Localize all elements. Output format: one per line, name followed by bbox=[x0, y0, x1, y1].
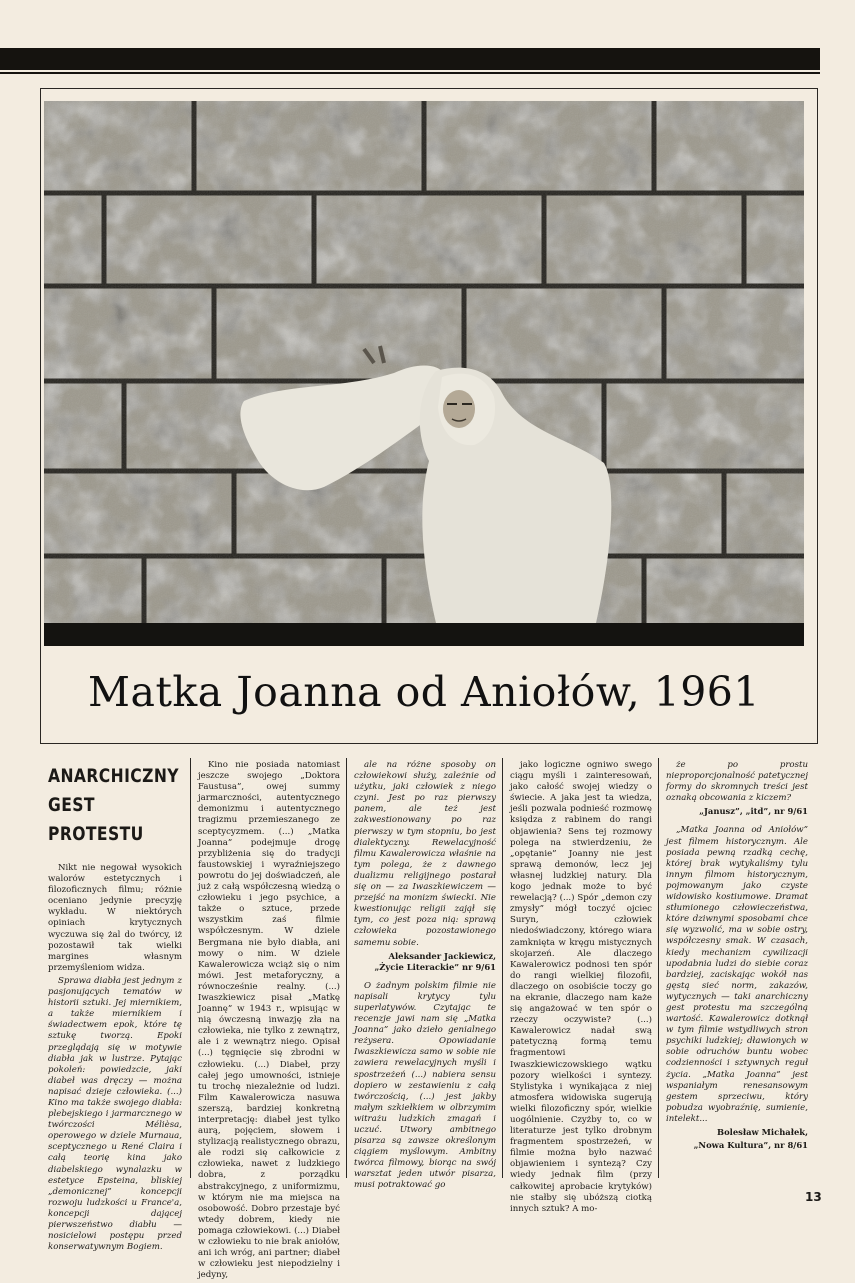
body-paragraph: O żadnym polskim filmie nie napisali krytycy tylu superlatywów. Czytając te recenzje jawi nam się „Matka Joanna” jako dzieło genialnego reżysera. Opowiadanie Iwaszkiewicza samo w sobie nie zawiera rewelacyjnych myśli i spostrzeżeń (...) nabiera sensu dopiero w zestawieniu z całą twórczością, (...) jest jakby małym szkiełkiem w olbrzymim witrażu ludzkich zmagań i uczuć. Utwory ambitnego pisarza są zawsze określonym ciągiem myślowym. Ambitny twórca filmowy, biorąc na swój warsztat jeden utwór pisarza, musi potraktować go bbox=[354, 980, 496, 1191]
signature: Aleksander Jackiewicz, „Życie Literackie” nr 9/61 bbox=[374, 950, 496, 972]
article-column-2 bbox=[198, 760, 340, 1283]
stone-wall-illustration bbox=[44, 101, 804, 646]
body-paragraph: że po prostu nieproporcjonalność patetycznej formy do skromnych treści jest oznaką obcowania z kiczem? bbox=[666, 760, 808, 804]
column-divider bbox=[658, 758, 659, 1178]
body-paragraph: jako logiczne ogniwo swego ciągu myśli i zainteresowań, jako całość swojej wiedzy o świecie. A jaka jest ta wiedza, jeśli pozwala podnieść rozmowę księdza z rabinem do rangi objawienia? Sens tej rozmowy polega na stwierdzeniu, że „opętanie” Joanny nie jest sprawą demonów, lecz jej własnej ludzkiej natury. Dla kogo jednak może to być rewelacją? (...) Spór „demon czy zmysły” mógł toczyć ojciec Suryn, człowiek niedoświadczony, którego wiara zamknięta w kręgu mistycznych skojarzeń. Ale dlaczego Kawalerowicz podnosi ten spór do rangi wielkiej filozofii, dlaczego on osobiście toczy go na ekranie, dlaczego nam każe się angażować w ten spór o rzeczy oczywiste? (...) Kawalerowicz nadał swą patetyczną formą temu fragmentowi Iwaszkiewiczowskiego wątku pozory wielkości i syntezy. Stylistyka i wynikająca z niej atmosfera widowiska sugerują wielki filozoficzny spór, wielkie uogólnienie. Czyżby to, co w literaturze jest tylko drobnym fragmentem spostrzeżeń, w filmie można było nazwać objawieniem i syntezą? Czy wiedy jednak film (przy całkowitej aprobacie krytyków) nie stałby się ubóższą ciotką innych sztuk? A mo- bbox=[510, 760, 652, 1214]
header-rule-thin bbox=[0, 72, 820, 74]
intro-paragraph: Nikt nie negował wysokich walorów estetycznych i filozoficznych filmu; różnie oceniano jedynie precyzję wykładu. W niektórych opiniach krytycznych wyczuwa się żal do twórcy, iż pozostawił tak wielki margines własnym przemyśleniom widza. bbox=[48, 863, 182, 973]
body-paragraph: Sprawa diabła jest jednym z pasjonujących tematów w historii sztuki. Jej miernikiem, a także miernikiem i świadectwem epok, które tę sztukę tworzą. Epoki przeglądają się w motywie diabła jak w lustrze. Pytając pokoleń: powiedzcie, jaki diabeł was dręczy — można napisać dzieje człowieka. (...) Kino ma także swojego diabła: plebejskiego i jarmarcznego w twórczości Mélièsa, operowego w dziele Murnaua, sceptycznego u René Claira i całą teorię kina jako diabelskiego wynalazku w estetyce Epsteina, bliskiej „demonicznej” koncepcji rozwoju ludzkości u France'a, koncepcji dającej pierwszeństwo diabłu — nosicielowi postępu przed konserwatywnym Bogiem. bbox=[48, 975, 182, 1253]
article-column-1 bbox=[48, 760, 182, 1255]
column-divider bbox=[190, 758, 191, 1178]
header-rule bbox=[0, 48, 820, 70]
signature-source: „Nowa Kultura”, nr 8/61 bbox=[693, 1140, 808, 1151]
column-divider bbox=[346, 758, 347, 1178]
article-column-3 bbox=[354, 760, 496, 1194]
headline-line: ANARCHICZNY bbox=[48, 765, 179, 787]
column-divider bbox=[502, 758, 503, 1178]
signature-name: Bolesław Michałek, bbox=[716, 1127, 808, 1137]
section-headline bbox=[48, 762, 179, 849]
film-still-photo bbox=[44, 101, 804, 646]
signature: „Janusz”, „itd”, nr 9/61 bbox=[699, 806, 808, 817]
body-paragraph: „Matka Joanna od Aniołów” jest filmem historycznym. Ale posiada pewną rzadką cechę, której brak wytykaliśmy tylu innym filmom historycznym, pojmowanym jako czyste widowisko kostiumowe. Dramat stłumionego człowieczeństwa, które dziwnymi sposobami chce się wyzwolić, ma w sobie ostry, współczesny smak. W czasach, kiedy mechanizm cywilizacji upodabnia ludzi do siebie coraz bardziej, zaciskając wokół nas gęstą sieć norm, zakazów, wytycznych — taki anarchiczny gest protestu ma szczególną wartość. Kawalerowicz dotknął w tym filmie wstydliwych stron psychiki ludzkiej; dławionych w sobie odruchów buntu wobec codzienności i sztywnych reguł życia. „Matka Joanna” jest wspaniałym renesansowym gestem sprzeciwu, który pobudza wyobraźnię, sumienie, intelekt... bbox=[666, 825, 808, 1124]
headline-line: PROTESTU bbox=[48, 823, 144, 845]
article-column-5 bbox=[666, 760, 808, 1153]
body-paragraph: Kino nie posiada natomiast jeszcze swojego „Doktora Faustusa”, owej summy jarmarczności, autentycznego demonizmu i autentycznego tragizmu przemieszanego ze sceptycyzmem. (...) „Matka Joanna” podejmuje drogę przybliżenia się do tradycji faustowskiej i wyraźniejszego powrotu do jej doświadczeń, ale już z całą współczesną wiedzą o człowieku i jego psychice, a także o sztuce, przede wszystkim zaś filmie współczesnym. W dziele Bergmana nie było diabła, ani mowy o nim. W dziele Kawalerowicza wciąż się o nim mówi. Jest metaforyczny, a równocześnie realny. (...) Iwaszkiewicz pisał „Matkę Joannę” w 1943 r., wpisując w nią ówczesną inwazję zła na człowieka, nie tylko z zewnątrz, ale i z wewnątrz niego. Opisał (...) tęgnięcie się zbrodni w człowieku. (...) Diabeł, przy całej jego umowności, istnieje tu trochę niezależnie od ludzi. Film Kawalerowicza nasuwa szerszą, bardziej konkretną interpretację: diabeł jest tylko aurą, pojęciem, słowem i stylizacją realistycznego obrazu, ale rodzi się całkowicie z człowieka, nawet z ludzkiego dobra, z porządku abstrakcyjnego, z uniformizmu, w którym nie ma miejsca na osobowość. Dobro przestaje być wtedy dobrem, kiedy nie pomaga człowiekowi. (...) Diabeł w człowieku to nie brak aniołów, ani ich wróg, ani partner; diabeł w człowieku jest niepodzielny i jedyny, bbox=[198, 760, 340, 1281]
page-number: 13 bbox=[805, 1190, 822, 1204]
headline-line: GEST bbox=[48, 794, 95, 816]
article-column-4 bbox=[510, 760, 652, 1217]
article-title: Matka Joanna od Aniołów, 1961 bbox=[88, 668, 760, 716]
body-paragraph: ale na różne sposoby on człowiekowi służy, zależnie od użytku, jaki człowiek z niego czyni. Jest po raz pierwszy panem, ale też jest zakwestionowany po raz pierwszy w tym stopniu, bo jest dialektyczny. Rewelacyjność filmu Kawalerowicza właśnie na tym polega, że z dawnego dualizmu religijnego postarał się on — za Iwaszkiewiczem — przejść na monizm świecki. Nie kwestionując religii zajął się tym, co jest poza nią: sprawą człowieka pozostawionego samemu sobie. bbox=[354, 760, 496, 948]
